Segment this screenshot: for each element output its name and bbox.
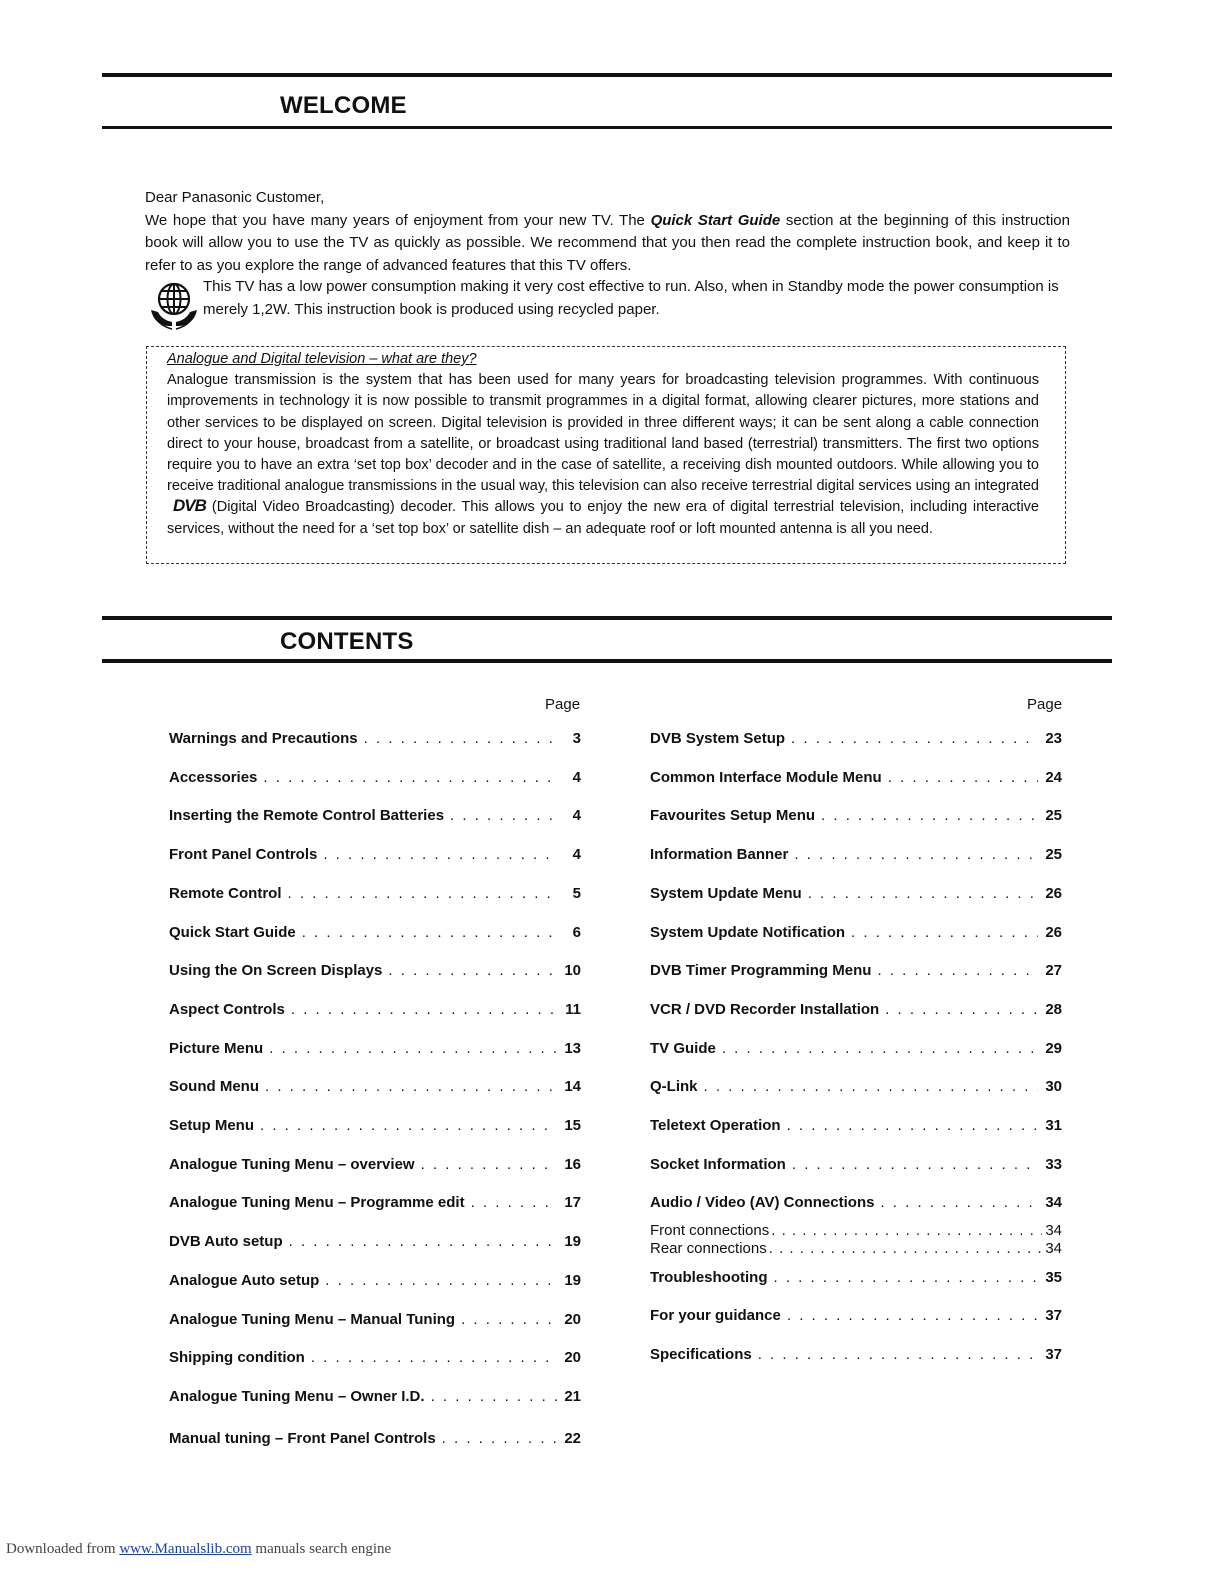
toc-leader-dots <box>794 846 1038 863</box>
toc-leader-dots <box>888 769 1038 786</box>
toc-entry-page: 20 <box>564 1349 581 1367</box>
toc-leader-dots <box>885 1001 1038 1018</box>
toc-entry-label: Socket Information <box>650 1155 786 1173</box>
toc-entry-page: 19 <box>564 1271 581 1289</box>
toc-leader-dots <box>450 807 557 824</box>
toc-entry-label: Specifications <box>650 1346 752 1363</box>
welcome-intro <box>145 187 1070 277</box>
toc-leader-dots <box>769 1240 1042 1257</box>
toc-entry-page: 17 <box>564 1194 581 1212</box>
toc-entry-label: Remote Control <box>169 884 282 902</box>
toc-entry-page: 5 <box>572 884 581 902</box>
toc-leader-dots <box>269 1040 557 1057</box>
toc-entry[interactable] <box>169 807 581 824</box>
toc-entry-page: 27 <box>1045 962 1062 980</box>
toc-entry-label: Teletext Operation <box>650 1117 781 1134</box>
contents-top-rule <box>102 616 1112 620</box>
toc-entry[interactable] <box>169 846 581 863</box>
toc-leader-dots <box>260 1117 557 1134</box>
toc-leader-dots <box>808 885 1038 902</box>
toc-entry-label: Audio / Video (AV) Connections <box>650 1194 875 1212</box>
contents-bottom-rule <box>102 659 1112 663</box>
toc-leader-dots <box>791 730 1038 747</box>
toc-entry-page: 4 <box>572 846 581 864</box>
toc-entry-page: 29 <box>1045 1039 1062 1057</box>
toc-leader-dots <box>787 1117 1038 1134</box>
toc-entry[interactable] <box>169 1040 581 1057</box>
dvb-logo: DVB <box>173 496 206 516</box>
toc-entry-label: System Update Notification <box>650 923 846 941</box>
toc-entry[interactable] <box>650 1269 1062 1286</box>
toc-entry-page: 15 <box>564 1117 581 1134</box>
toc-entry-page: 14 <box>564 1078 581 1096</box>
right-page-header: Page <box>1027 696 1063 713</box>
toc-entry-label: Analogue Tuning Menu – Manual Tuning <box>169 1310 456 1328</box>
info-box-text: Analogue transmission is the system that has been used for many years for broadcasting television programmes. With continuous improvements in technology it is now possible to transmit programmes in a digital format, allowing clearer pictures, more stations and other services to be displayed on screen. Digital television is provided in three different ways; it can be sent along a cable connection direct to your house, broadcast from a satellite, or broadcast using traditional land based (terrestrial) transmitters. The first two options require you to have an extra ‘set top box’ decoder and in the case of satellite, a receiving dish mounted outdoors. While allowing you to receive traditional analogue transmissions in the usual way, this television can also receive terrestrial digital services using an integratedDVB (Digital Video Broadcasting) decoder. This allows you to enjoy the new era of digital terrestrial television, including interactive services, without the need for a ‘set top box’ or satellite dish – an adequate roof or loft mounted antenna is all you need. <box>167 372 1039 537</box>
intro-paragraph: We hope that you have many years of enjoyment from your new TV. The Quick Start Guide section at the beginning of this instruction book will allow you to use the TV as quickly as possible. We recommend that you then read the complete instruction book, and keep it to refer to as you explore the range of advanced features that this TV offers. <box>145 211 1070 274</box>
toc-entry-label: Sound Menu <box>169 1078 259 1096</box>
toc-entry-page: 4 <box>572 768 581 786</box>
toc-leader-dots <box>821 807 1038 824</box>
toc-entry-label: Troubleshooting <box>650 1269 768 1286</box>
toc-entry-label: System Update Menu <box>650 884 802 902</box>
toc-entry[interactable] <box>169 769 581 786</box>
toc-entry-page: 26 <box>1045 884 1062 902</box>
toc-entry[interactable] <box>169 1001 581 1018</box>
toc-entry-label: Analogue Tuning Menu – Owner I.D. <box>169 1387 425 1405</box>
toc-entry[interactable] <box>650 1001 1062 1018</box>
toc-entry[interactable] <box>650 807 1062 824</box>
toc-entry-label: Front connections <box>650 1222 770 1239</box>
contents-title: CONTENTS <box>280 628 414 655</box>
toc-leader-dots <box>431 1388 557 1405</box>
toc-leader-dots <box>311 1349 557 1366</box>
toc-leader-dots <box>787 1307 1038 1324</box>
toc-entry[interactable] <box>650 1078 1062 1095</box>
info-box-title: Analogue and Digital television – what are they? <box>167 351 477 367</box>
toc-entry-page: 20 <box>564 1310 581 1328</box>
toc-entry-page: 3 <box>572 730 581 747</box>
toc-entry-label: Picture Menu <box>169 1039 264 1057</box>
toc-entry[interactable] <box>169 1117 581 1134</box>
toc-leader-dots <box>792 1156 1038 1173</box>
toc-entry[interactable] <box>650 846 1062 863</box>
toc-entry[interactable] <box>169 1194 581 1211</box>
toc-entry[interactable] <box>169 885 581 902</box>
toc-entry[interactable] <box>650 962 1062 979</box>
toc-leader-dots <box>758 1346 1038 1363</box>
toc-entry-label: Front Panel Controls <box>169 846 318 864</box>
toc-entry-page: 37 <box>1045 1346 1062 1363</box>
toc-leader-dots <box>442 1430 557 1447</box>
toc-leader-dots <box>774 1269 1039 1286</box>
toc-entry-label: Quick Start Guide <box>169 923 296 941</box>
toc-leader-dots <box>880 1194 1038 1211</box>
toc-entry-page: 34 <box>1045 1222 1062 1239</box>
toc-leader-dots <box>704 1078 1039 1095</box>
toc-leader-dots <box>421 1156 557 1173</box>
toc-entry[interactable] <box>650 1117 1062 1134</box>
toc-entry-label: Analogue Auto setup <box>169 1271 320 1289</box>
toc-entry[interactable] <box>169 1311 581 1328</box>
toc-entry-label: Analogue Tuning Menu – Programme edit <box>169 1194 465 1212</box>
toc-entry-label: TV Guide <box>650 1039 716 1057</box>
toc-entry-label: Favourites Setup Menu <box>650 807 816 825</box>
toc-entry-label: Q-Link <box>650 1078 698 1096</box>
toc-entry-label: VCR / DVD Recorder Installation <box>650 1000 880 1018</box>
toc-entry-label: Using the On Screen Displays <box>169 962 383 980</box>
toc-entry-page: 11 <box>565 1000 581 1018</box>
toc-leader-dots <box>877 962 1038 979</box>
globe-hands-icon <box>148 280 200 332</box>
toc-leader-dots <box>263 769 557 786</box>
toc-entry-label: Common Interface Module Menu <box>650 768 882 786</box>
toc-entry-page: 22 <box>564 1430 581 1447</box>
toc-entry-label: Inserting the Remote Control Batteries <box>169 807 445 825</box>
toc-entry[interactable] <box>650 1040 1062 1057</box>
toc-entry[interactable] <box>650 730 1062 747</box>
toc-entry[interactable] <box>650 1240 1062 1257</box>
toc-entry-page: 16 <box>564 1155 581 1173</box>
toc-leader-dots <box>851 924 1038 941</box>
toc-entry-page: 37 <box>1045 1307 1062 1324</box>
toc-entry[interactable] <box>169 1233 581 1250</box>
toc-entry-page: 34 <box>1045 1194 1062 1212</box>
toc-leader-dots <box>722 1040 1038 1057</box>
toc-entry[interactable] <box>650 885 1062 902</box>
welcome-bottom-rule <box>102 126 1112 129</box>
toc-entry-label: DVB Timer Programming Menu <box>650 962 872 980</box>
toc-entry[interactable] <box>169 1349 581 1366</box>
quick-start-guide-ref: Quick Start Guide <box>650 211 781 229</box>
toc-entry[interactable] <box>169 1388 581 1405</box>
toc-leader-dots <box>265 1078 557 1095</box>
toc-entry-page: 4 <box>572 807 581 825</box>
toc-entry-page: 26 <box>1045 923 1062 941</box>
toc-entry-page: 13 <box>564 1039 581 1057</box>
welcome-title: WELCOME <box>280 92 407 119</box>
toc-entry[interactable] <box>650 924 1062 941</box>
left-page-header: Page <box>545 696 581 713</box>
toc-entry-page: 33 <box>1045 1155 1062 1173</box>
toc-entry-label: Warnings and Precautions <box>169 730 358 747</box>
toc-leader-dots <box>461 1311 557 1328</box>
toc-entry[interactable] <box>169 1272 581 1289</box>
toc-entry-page: 24 <box>1045 768 1062 786</box>
toc-entry-label: Accessories <box>169 768 258 786</box>
toc-entry-page: 23 <box>1045 730 1062 747</box>
toc-entry-page: 34 <box>1045 1240 1062 1257</box>
toc-entry-label: For your guidance <box>650 1307 781 1324</box>
toc-entry[interactable] <box>650 1194 1062 1211</box>
toc-entry-page: 10 <box>564 962 581 980</box>
toc-entry[interactable] <box>169 1078 581 1095</box>
manualslib-link[interactable]: www.Manualslib.com <box>119 1541 252 1557</box>
toc-entry-label: Rear connections <box>650 1240 767 1257</box>
toc-leader-dots <box>323 846 557 863</box>
toc-leader-dots <box>771 1222 1042 1239</box>
toc-entry-label: Shipping condition <box>169 1349 305 1367</box>
toc-leader-dots <box>291 1001 557 1018</box>
welcome-top-rule <box>102 73 1112 77</box>
toc-leader-dots <box>471 1194 557 1211</box>
toc-entry-page: 6 <box>572 923 581 941</box>
toc-entry-page: 21 <box>564 1387 581 1405</box>
toc-entry-label: Information Banner <box>650 846 789 864</box>
analogue-digital-info-box <box>146 346 1066 564</box>
toc-entry-page: 28 <box>1045 1000 1062 1018</box>
toc-entry[interactable] <box>169 1430 581 1447</box>
toc-leader-dots <box>289 1233 557 1250</box>
toc-leader-dots <box>325 1272 557 1289</box>
toc-entry-label: Manual tuning – Front Panel Controls <box>169 1430 436 1447</box>
toc-entry-label: DVB System Setup <box>650 730 786 747</box>
toc-entry[interactable] <box>650 1346 1062 1363</box>
toc-entry-page: 31 <box>1045 1117 1062 1134</box>
toc-entry-page: 19 <box>564 1233 581 1251</box>
toc-entry-label: DVB Auto setup <box>169 1233 283 1251</box>
toc-leader-dots <box>302 924 557 941</box>
greeting: Dear Panasonic Customer, <box>145 189 325 206</box>
download-footer: Downloaded from www.Manualslib.com manuals search engine <box>6 1541 392 1557</box>
toc-entry[interactable] <box>169 730 581 747</box>
toc-entry[interactable] <box>650 769 1062 786</box>
toc-entry-page: 25 <box>1045 807 1062 825</box>
toc-entry-page: 25 <box>1045 846 1062 864</box>
toc-entry[interactable] <box>169 1156 581 1173</box>
eco-statement: This TV has a low power consumption making it very cost effective to run. Also, when in Standby mode the power consumption is merely 1,2W. This instruction book is produced using recycled paper. <box>203 278 1059 318</box>
toc-entry[interactable] <box>650 1307 1062 1324</box>
toc-entry-page: 35 <box>1045 1269 1062 1286</box>
toc-entry-page: 30 <box>1045 1078 1062 1096</box>
toc-leader-dots <box>364 730 557 747</box>
toc-entry-label: Aspect Controls <box>169 1000 285 1018</box>
toc-entry[interactable] <box>650 1156 1062 1173</box>
toc-entry[interactable] <box>169 962 581 979</box>
toc-entry[interactable] <box>650 1222 1062 1239</box>
toc-leader-dots <box>288 885 558 902</box>
toc-entry[interactable] <box>169 924 581 941</box>
toc-leader-dots <box>388 962 557 979</box>
toc-entry-label: Setup Menu <box>169 1117 254 1134</box>
toc-entry-label: Analogue Tuning Menu – overview <box>169 1155 415 1173</box>
